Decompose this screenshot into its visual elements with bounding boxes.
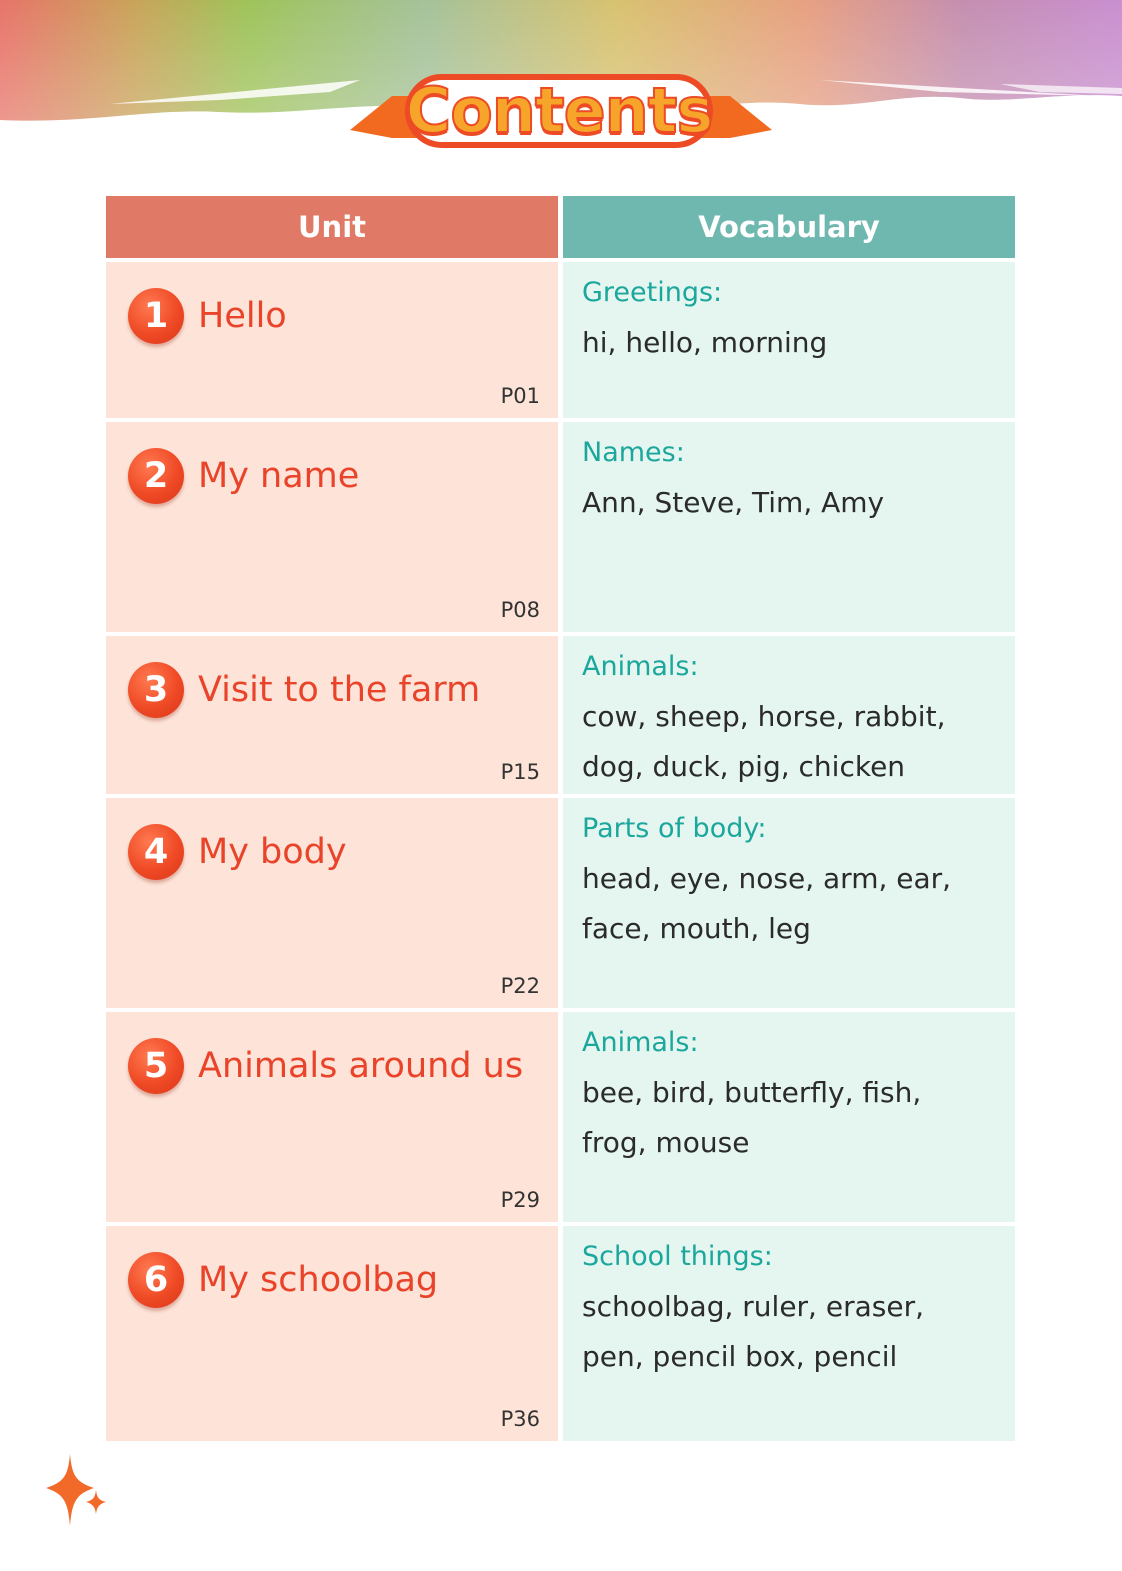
vocabulary-heading: Animals:	[582, 1027, 699, 1058]
vocabulary-words: bee, bird, butterfly, fish, frog, mouse	[582, 1075, 922, 1159]
number-badge-icon: 1	[128, 288, 184, 344]
unit-cell[interactable]	[106, 1226, 558, 1441]
unit-title[interactable]: My schoolbag	[198, 1260, 439, 1300]
table-row	[106, 1226, 1015, 1441]
number-badge-icon: 5	[128, 1038, 184, 1094]
vocabulary-words: schoolbag, ruler, eraser, pen, pencil box, pencil	[582, 1289, 924, 1373]
page-number: P15	[500, 760, 540, 784]
table-row	[106, 636, 1015, 794]
unit-title[interactable]: Hello	[198, 296, 287, 336]
vocabulary-words: Ann, Steve, Tim, Amy	[582, 485, 885, 519]
vocabulary-heading: Greetings:	[582, 277, 723, 308]
unit-title[interactable]: Visit to the farm	[198, 670, 481, 710]
page-number: P01	[500, 384, 540, 408]
vocabulary-cell	[563, 1226, 1015, 1441]
vocabulary-cell	[563, 262, 1015, 418]
page-number: P36	[500, 1407, 540, 1431]
header-banner	[0, 0, 1122, 170]
vocabulary-heading: Animals:	[582, 651, 699, 682]
vocabulary-cell	[563, 636, 1015, 794]
number-badge-icon: 2	[128, 448, 184, 504]
table-header	[106, 196, 1015, 258]
table-row	[106, 798, 1015, 1008]
page-title: Contents	[405, 74, 713, 147]
unit-column-header: Unit	[106, 196, 558, 258]
vocabulary-column-header: Vocabulary	[563, 196, 1015, 258]
table-row	[106, 1012, 1015, 1222]
page-number: P29	[500, 1188, 540, 1212]
number-badge-icon: 6	[128, 1252, 184, 1308]
unit-cell[interactable]	[106, 422, 558, 632]
vocabulary-heading: Parts of body:	[582, 813, 767, 844]
vocabulary-heading: Names:	[582, 437, 685, 468]
unit-title[interactable]: My name	[198, 456, 360, 496]
number-badge-icon: 4	[128, 824, 184, 880]
vocabulary-cell	[563, 1012, 1015, 1222]
page-number: P08	[500, 598, 540, 622]
sparkle-icon	[44, 1452, 108, 1528]
number-badge-icon: 3	[128, 662, 184, 718]
vocabulary-words: hi, hello, morning	[582, 325, 828, 359]
unit-cell[interactable]	[106, 262, 558, 418]
vocabulary-heading: School things:	[582, 1241, 773, 1272]
title-badge	[405, 74, 713, 148]
table-row	[106, 422, 1015, 632]
unit-cell[interactable]	[106, 1012, 558, 1222]
vocabulary-cell	[563, 798, 1015, 1008]
unit-title[interactable]: Animals around us	[198, 1046, 524, 1086]
vocabulary-words: cow, sheep, horse, rabbit, dog, duck, pig, chicken	[582, 699, 946, 783]
vocabulary-cell	[563, 422, 1015, 632]
vocabulary-words: head, eye, nose, arm, ear, face, mouth, leg	[582, 861, 952, 945]
unit-cell[interactable]	[106, 798, 558, 1008]
page-number: P22	[500, 974, 540, 998]
unit-title[interactable]: My body	[198, 832, 347, 872]
contents-table	[106, 196, 1015, 1441]
unit-cell[interactable]	[106, 636, 558, 794]
table-row	[106, 262, 1015, 418]
